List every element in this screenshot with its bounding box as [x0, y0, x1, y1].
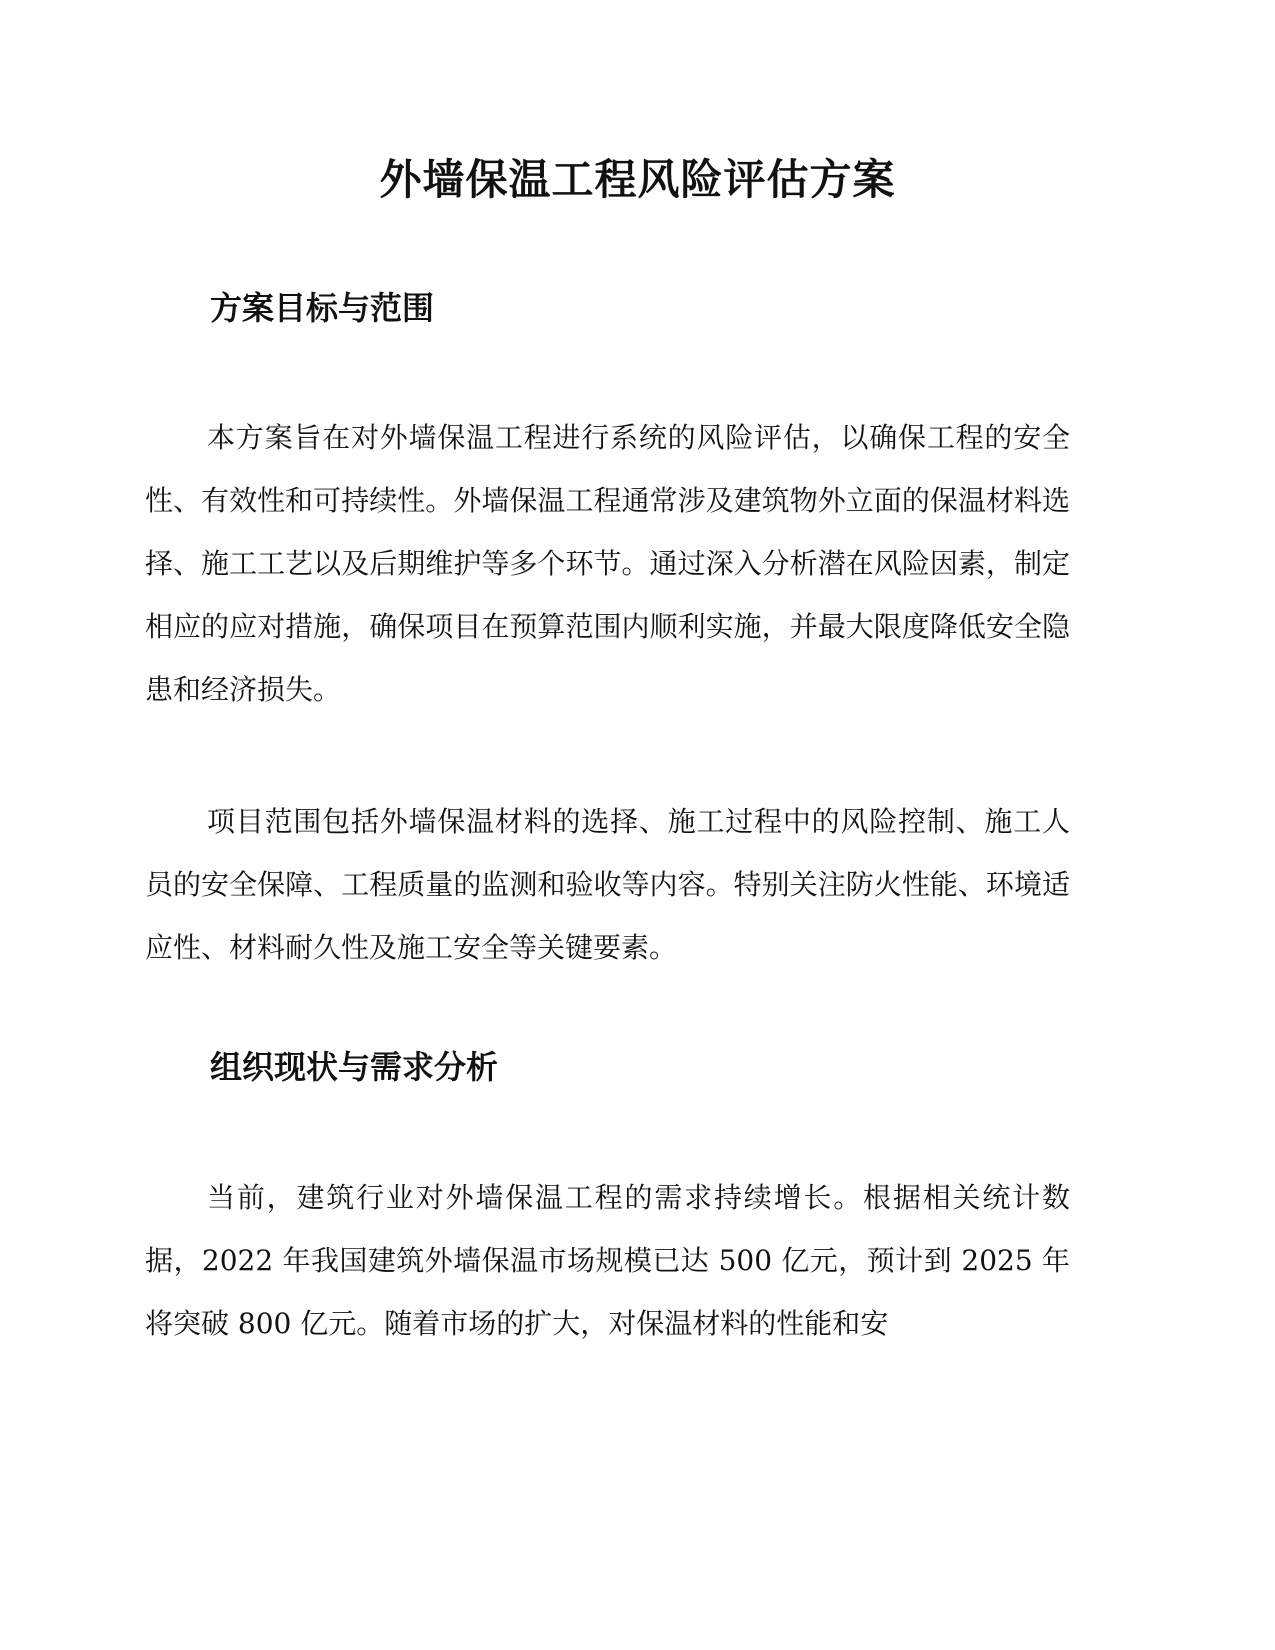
section-heading-status-needs: 组织现状与需求分析: [210, 1048, 499, 1086]
section-heading-objectives-scope: 方案目标与范围: [210, 289, 435, 327]
paragraph-objectives: 本方案旨在对外墙保温工程进行系统的风险评估，以确保工程的安全性、有效性和可持续性。外墙保温工程通常涉及建筑物外立面的保温材料选择、施工工艺以及后期维护等多个环节。通过深入分析潜在风险因素，制定相应的应对措施，确保项目在预算范围内顺利实施，并最大限度降低安全隐患和经济损失。: [145, 421, 1070, 706]
document-title: 外墙保温工程风险评估方案: [379, 155, 896, 204]
paragraph-scope: 项目范围包括外墙保温材料的选择、施工过程中的风险控制、施工人员的安全保障、工程质量的监测和验收等内容。特别关注防火性能、环境适应性、材料耐久性及施工安全等关键要素。: [145, 805, 1070, 964]
paragraph-market-demand: 当前，建筑行业对外墙保温工程的需求持续增长。根据相关统计数据，2022 年我国建筑外墙保温市场规模已达 500 亿元，预计到 2025 年将突破 800 亿元。随着市场的扩大，对保温材料的性能和安: [145, 1181, 1070, 1340]
